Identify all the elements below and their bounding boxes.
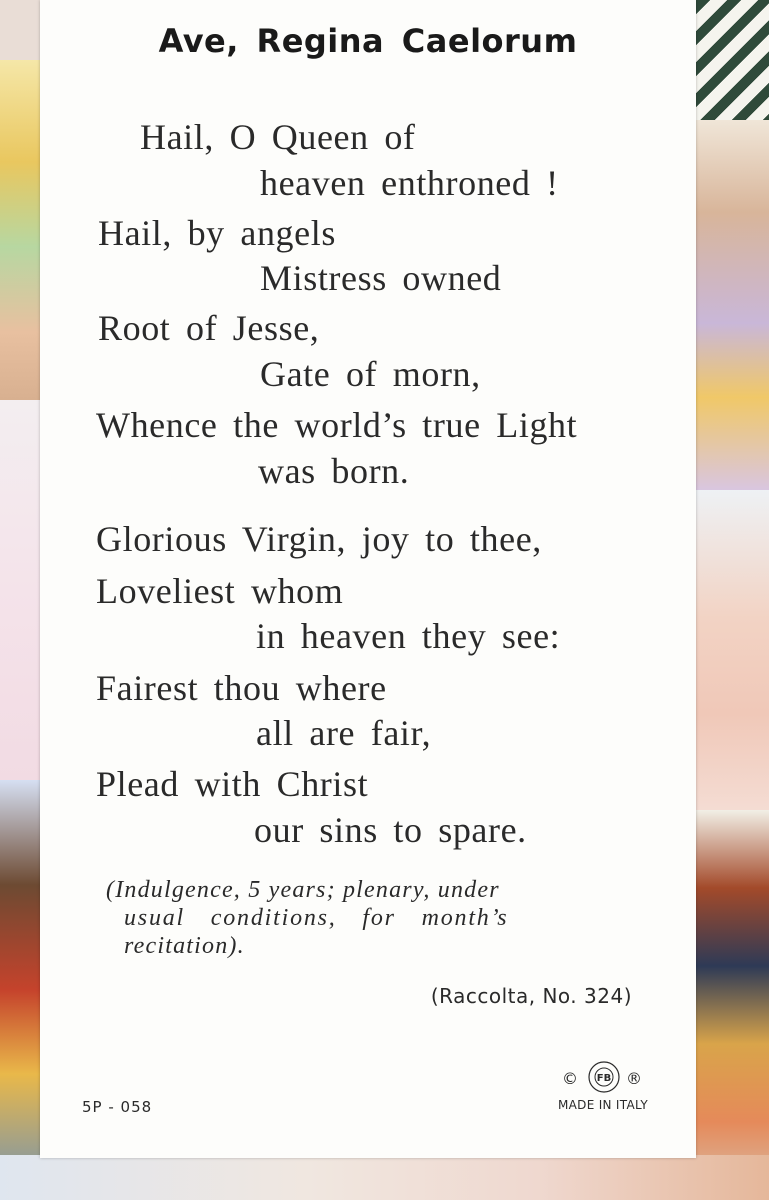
verse-line: Hail, by angels [98, 213, 336, 253]
verse-line: heaven enthroned ! [260, 163, 559, 203]
publisher-seal-icon [560, 1060, 650, 1094]
collage-image-left-bottom [0, 780, 40, 1200]
collage-image-right-bottom [696, 810, 769, 1200]
verse-line: all are fair, [256, 713, 432, 753]
collage-image-left-top [0, 60, 40, 400]
collage-image-left-middle [0, 400, 40, 780]
verse-line: in heaven they see: [256, 616, 561, 656]
prayer-card [40, 0, 696, 1158]
collage-image-angel [696, 120, 769, 490]
registered-symbol: ® [626, 1069, 642, 1088]
verse-line: was born. [258, 451, 410, 491]
made-in-label: MADE IN ITALY [558, 1098, 648, 1112]
seal-letters: FB [596, 1073, 612, 1084]
verse-line: Root of Jesse, [98, 308, 320, 348]
copyright-symbol: © [562, 1069, 578, 1088]
indulgence-note-line: (Indulgence, 5 years; plenary, under [106, 877, 500, 903]
prayer-title: Ave, Regina Caelorum [158, 22, 578, 60]
verse-line: Fairest thou where [96, 668, 387, 708]
verse-line: Mistress owned [260, 258, 502, 298]
collage-image-right-top [696, 0, 769, 120]
verse-line: Gate of morn, [260, 354, 481, 394]
collage-image-bottom [0, 1155, 769, 1200]
verse-line: Whence the world’s true Light [96, 405, 578, 445]
verse-line: Loveliest whom [96, 571, 344, 611]
collage-image-child [696, 490, 769, 810]
indulgence-note-line: recitation). [124, 933, 245, 959]
source-citation: (Raccolta, No. 324) [430, 984, 632, 1008]
verse-line: Glorious Virgin, joy to thee, [96, 519, 542, 559]
indulgence-note [106, 876, 646, 960]
verse-line: Hail, O Queen of [140, 117, 416, 157]
indulgence-note-line: usual conditions, for month’s [124, 905, 509, 931]
verse-line: our sins to spare. [254, 810, 527, 850]
verse-line: Plead with Christ [96, 764, 369, 804]
card-code: 5P - 058 [82, 1098, 153, 1116]
